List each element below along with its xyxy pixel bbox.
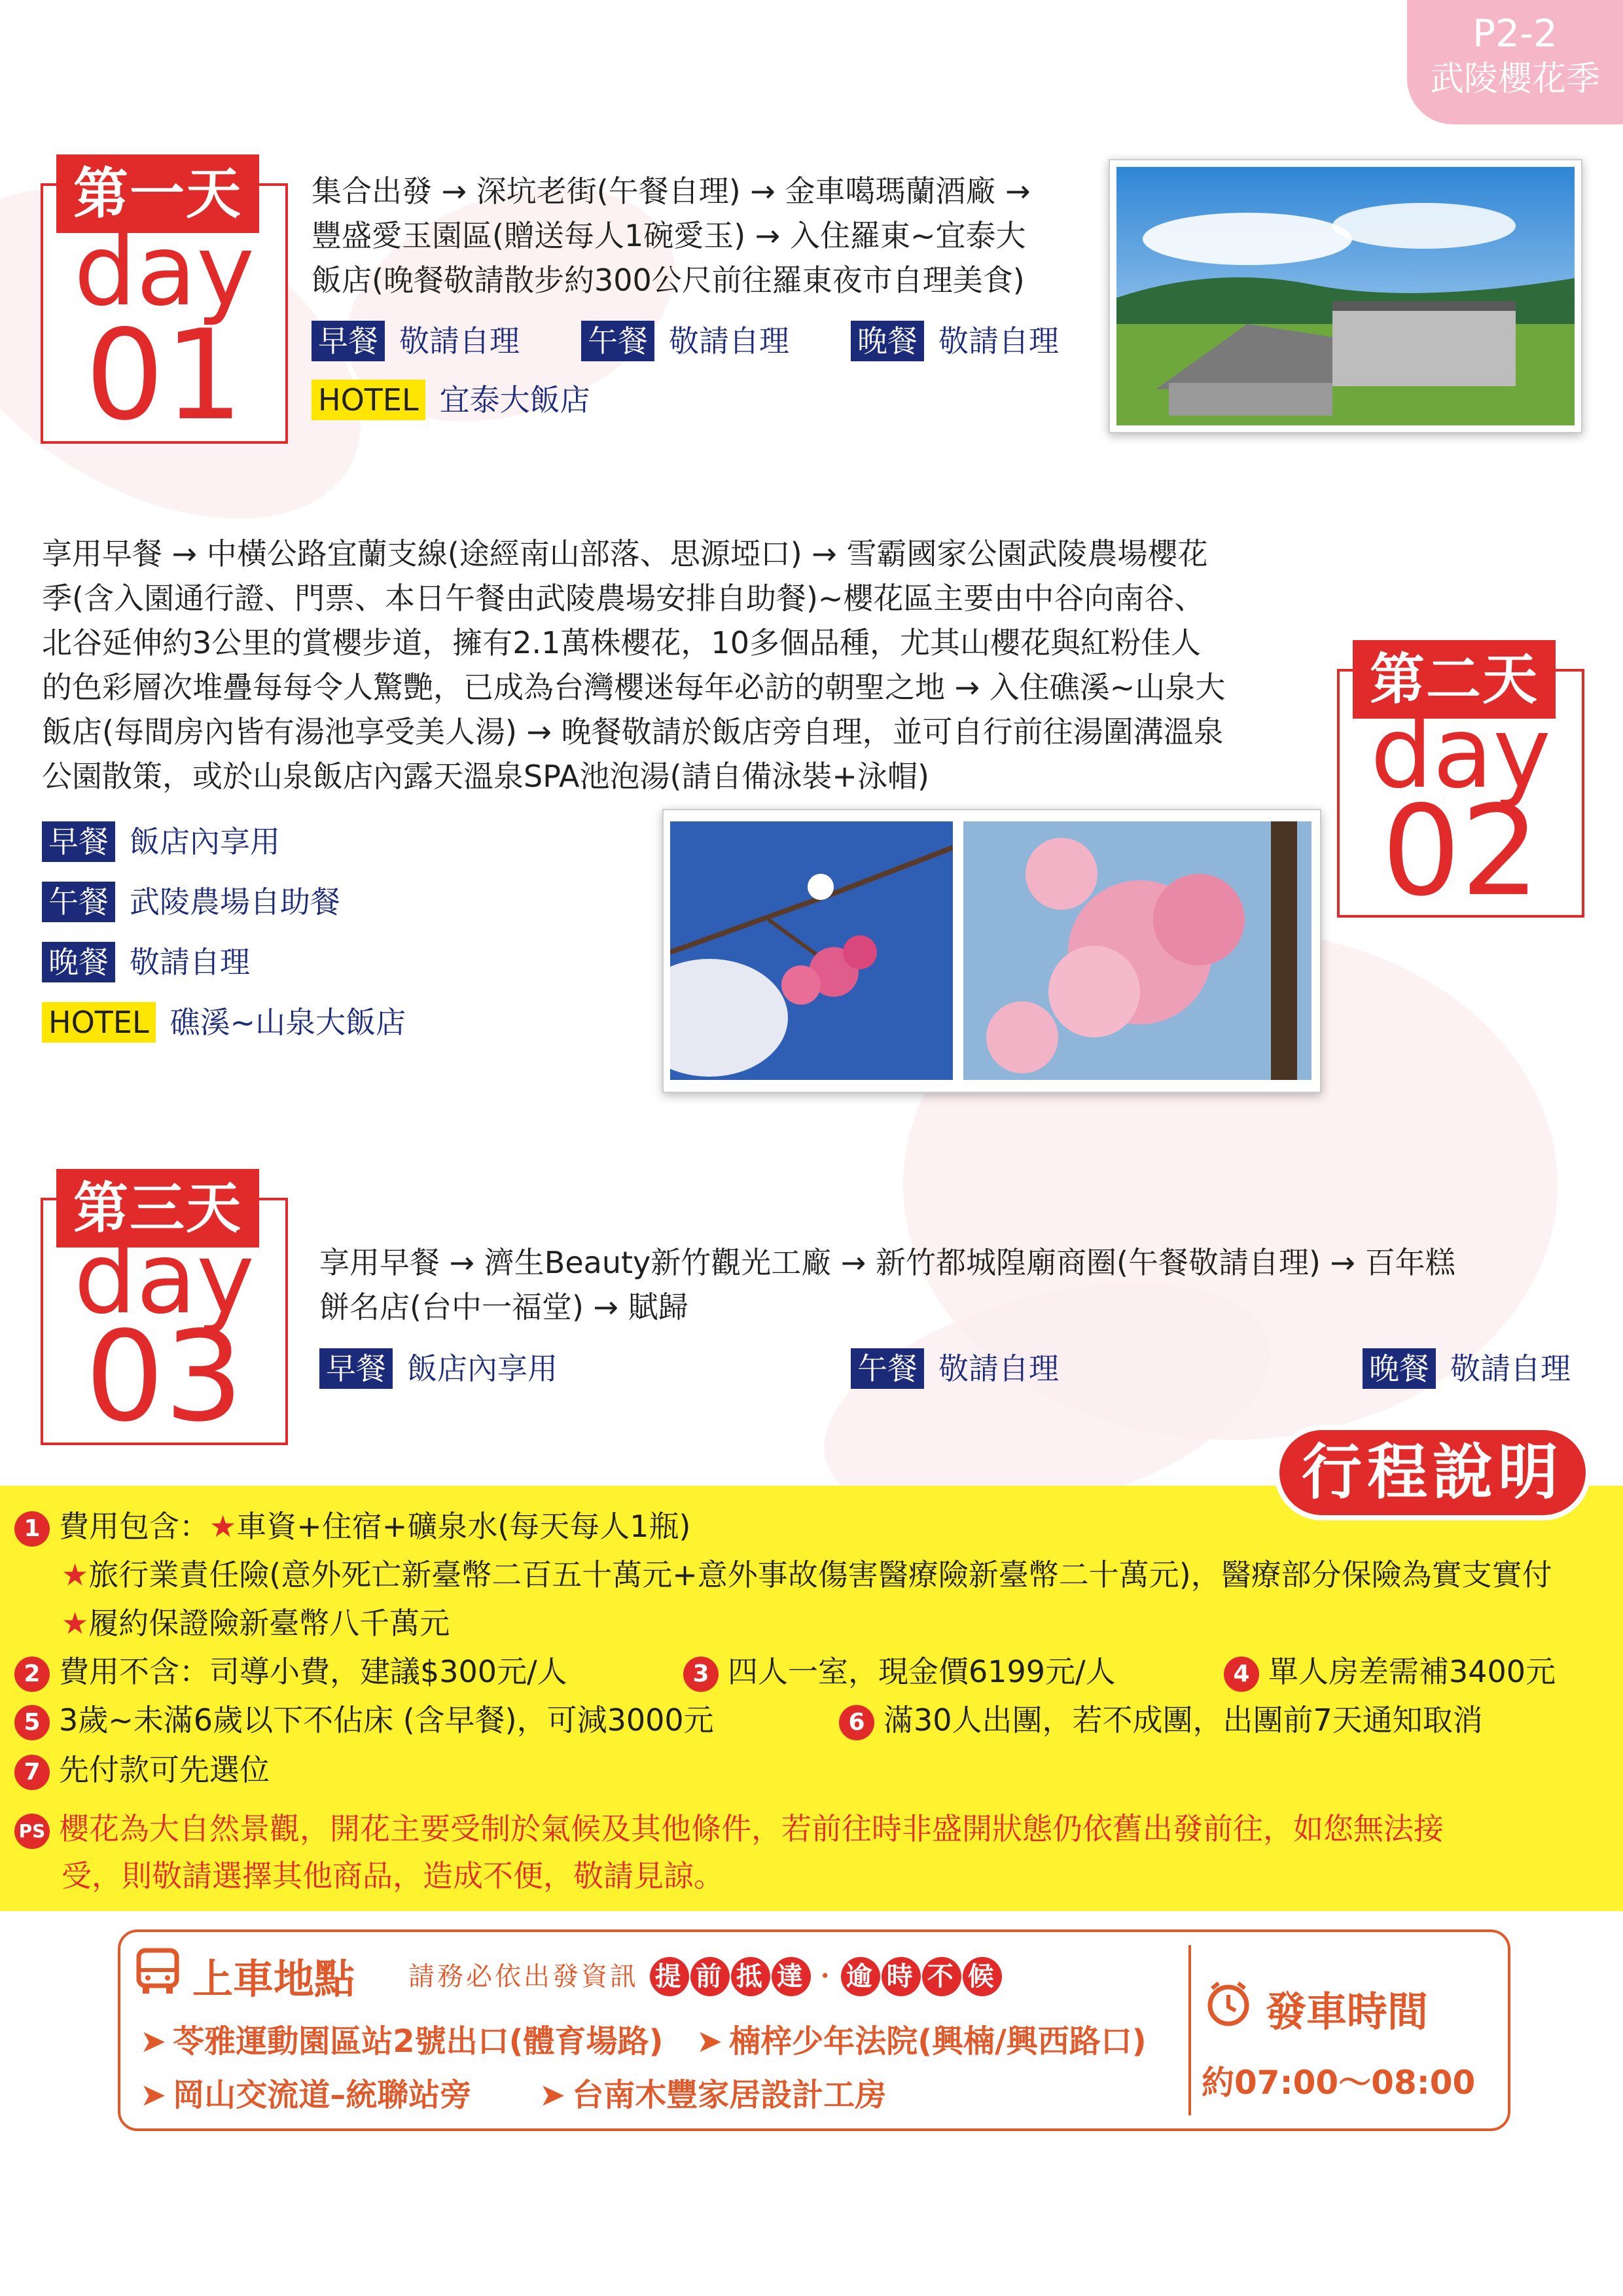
time-value: 07:00～08:00 [1234,2064,1476,2102]
hotel-tag: HOTEL [312,380,425,420]
note-text: 單人房差需補3400元 [1268,1654,1556,1689]
meal-value: 武陵農場自助餐 [130,884,340,920]
meal-tag: 晚餐 [1363,1348,1436,1389]
arrow-right-icon: ➤ [140,2077,167,2113]
note-1-insurance [62,1554,1552,1595]
day3-dinner [1363,1348,1571,1389]
arrow-right-icon: ➤ [539,2077,566,2113]
note-number: 5 [14,1705,50,1740]
note-5 [14,1700,714,1740]
trip-notes-title: 行程說明 [1279,1430,1586,1515]
meal-tag: 午餐 [42,882,115,922]
day1-tab: 第一天 [56,154,259,233]
boarding-title: 上車地點 [192,1955,355,2003]
boarding-stop [696,2016,1147,2061]
day1-itinerary [312,169,1097,302]
boarding-stop [140,2016,664,2061]
day2-lunch [42,882,340,922]
day3-breakfast [319,1348,558,1389]
meal-tag: 午餐 [851,1348,924,1389]
day1-badge [41,162,288,448]
divider [1188,1945,1191,2115]
note-text: 費用不含：司導小費，建議$300元/人 [59,1654,567,1689]
arrow-right-icon: ➤ [140,2023,167,2060]
boarding-info [118,1929,1510,2131]
note-text: 四人一室，現金價6199元/人 [728,1654,1116,1689]
note-text: 車資+住宿+礦泉水(每天每人1瓶) [236,1509,691,1544]
meal-tag: 早餐 [312,321,385,361]
page-subtitle: 武陵櫻花季 [1429,60,1600,99]
note-number: 3 [683,1657,719,1692]
itinerary-line: 集合出發 → 深坑老街(午餐自理) → 金車噶瑪蘭酒廠 → [312,173,1031,209]
note-bubble: 候 [963,1957,1002,1996]
day2-dinner [42,942,250,982]
clock-icon [1204,1979,1253,2028]
day1-word: day [74,214,255,328]
day1-lunch [581,321,789,361]
meal-tag: 晚餐 [42,942,115,982]
bus-icon [135,1948,181,1996]
note-label: 費用包含： [59,1509,209,1544]
meal-value: 敬請自理 [130,944,250,980]
hotel-landscape-image [1116,167,1575,425]
ps-text: 受，則敬請選擇其他商品，造成不便，敬請見諒。 [62,1858,724,1893]
stop-name: 楠梓少年法院(興楠/興西路口) [729,2023,1147,2060]
note-bubble: 抵 [731,1957,770,1996]
meal-tag: 午餐 [581,321,654,361]
stop-name: 台南木豐家居設計工房 [572,2077,887,2113]
meal-tag: 晚餐 [851,321,924,361]
meal-value: 敬請自理 [938,323,1059,359]
day2-itinerary [42,531,1325,798]
star-icon: ★ [209,1509,237,1544]
note-3 [683,1651,1116,1692]
note-bubble: 時 [882,1957,921,1996]
itinerary-line: 享用早餐 → 濟生Beauty新竹觀光工廠 → 新竹都城隍廟商圈(午餐敬請自理) → 百年糕 [319,1245,1455,1280]
note-number: 6 [839,1705,874,1740]
note-text: 先付款可先選位 [59,1752,270,1787]
meal-tag: 早餐 [42,821,115,862]
note-number: 1 [14,1511,50,1547]
meal-value: 敬請自理 [938,1351,1059,1386]
note-number: 4 [1224,1657,1259,1692]
hotel-photo [1109,159,1582,433]
cherry-blossom-photos [662,809,1321,1093]
day2-badge [1337,647,1584,924]
hotel-value: 礁溪~山泉大飯店 [169,1005,406,1040]
ps-badge: PS [14,1814,50,1849]
day1-hotel [312,380,590,420]
stop-name: 岡山交流道–統聯站旁 [173,2077,472,2113]
note-text: 履約保證險新臺幣八千萬元 [88,1605,450,1641]
note-text: 3歲~未滿6歲以下不佔床 (含早餐)，可減3000元 [59,1702,714,1738]
boarding-note: 請務必依出發資訊 提 前 抵 達 ・ 逾 時 不 候 [408,1956,1003,1996]
day2-hotel [42,1002,406,1043]
day3-number: 03 [85,1304,243,1449]
note-ps-cont [62,1856,724,1896]
day3-itinerary [319,1240,1589,1329]
star-icon: ★ [62,1557,89,1592]
note-bubble: 不 [922,1957,961,1996]
day3-lunch [851,1348,1059,1389]
ps-text: 櫻花為大自然景觀，開花主要受制於氣候及其他條件，若前往時非盛開狀態仍依舊出發前往，如您無法接 [59,1811,1444,1846]
meal-value: 敬請自理 [399,323,520,359]
hotel-value: 宜泰大飯店 [439,382,590,418]
day1-breakfast [312,321,520,361]
meal-value: 敬請自理 [669,323,789,359]
day3-badge [41,1176,288,1449]
departure-time-title: 發車時間 [1266,1988,1429,2036]
page-code: P2-2 [1472,11,1558,56]
note-1 [14,1506,691,1547]
arrow-right-icon: ➤ [696,2023,723,2060]
stop-name: 苓雅運動園區站2號出口(體育場路) [173,2023,664,2060]
itinerary-line: 季(含入園通行證、門票、本日午餐由武陵農場安排自助餐)~櫻花區主要由中谷向南谷、 [42,581,1205,616]
time-prefix: 約 [1202,2064,1234,2102]
meal-tag: 早餐 [319,1348,393,1389]
meal-value: 飯店內享用 [130,824,280,859]
meal-value: 敬請自理 [1450,1351,1571,1386]
note-bubble: 逾 [841,1957,880,1996]
note-bubble: 達 [772,1957,811,1996]
note-6 [839,1700,1483,1740]
itinerary-line: 飯店(每間房內皆有湯池享受美人湯) → 晚餐敬請於飯店旁自理，並可自行前往湯圍溝溫泉 [42,714,1224,749]
note-ps [14,1808,1444,1849]
day1-dinner [851,321,1059,361]
note-text: 旅行業責任險(意外死亡新臺幣二百五十萬元+意外事故傷害醫療險新臺幣二十萬元)，醫療部分保險為實支實付 [88,1557,1552,1592]
itinerary-line: 豐盛愛玉園區(贈送每人1碗愛玉) → 入住羅東~宜泰大 [312,218,1026,253]
note-text: 滿30人出團，若不成團，出團前7天通知取消 [883,1702,1483,1738]
cherry-blossom-image-right [963,821,1311,1080]
note-7 [14,1749,270,1790]
itinerary-line: 北谷延伸約3公里的賞櫻步道，擁有2.1萬株櫻花，10多個品種，尤其山櫻花與紅粉佳人 [42,625,1201,660]
itinerary-line: 享用早餐 → 中橫公路宜蘭支線(途經南山部落、思源埡口) → 雪霸國家公園武陵農場櫻花 [42,536,1208,571]
note-1-guarantee [62,1603,450,1643]
day2-number: 02 [1382,779,1540,924]
note-4 [1224,1651,1556,1692]
star-icon: ★ [62,1605,89,1641]
cherry-blossom-image-left [670,821,953,1080]
day2-breakfast [42,821,280,862]
note-bubble: 提 [650,1957,689,1996]
day2-word: day [1370,696,1551,810]
itinerary-line: 飯店(晚餐敬請散步約300公尺前往羅東夜市自理美食) [312,262,1025,298]
departure-time [1202,2056,1475,2104]
day3-word: day [74,1222,255,1336]
itinerary-line: 餅名店(台中一福堂) → 賦歸 [319,1289,688,1325]
page-tag [1407,0,1623,124]
note-2 [14,1651,567,1692]
note-number: 2 [14,1657,50,1692]
boarding-note-text: 請務必依出發資訊 [408,1962,639,1992]
boarding-stop [140,2070,471,2115]
meal-value: 飯店內享用 [407,1351,558,1386]
day2-tab: 第二天 [1353,640,1556,719]
itinerary-line: 的色彩層次堆疊每每令人驚艷，已成為台灣櫻迷每年必訪的朝聖之地 → 入住礁溪~山泉大 [42,670,1226,705]
note-bubble: 前 [690,1957,730,1996]
day3-tab: 第三天 [56,1169,259,1247]
boarding-stop [539,2070,886,2115]
hotel-tag: HOTEL [42,1002,156,1043]
note-number: 7 [14,1755,50,1790]
itinerary-line: 公園散策，或於山泉飯店內露天溫泉SPA池泡湯(請自備泳裝+泳帽) [42,759,929,794]
day1-number: 01 [85,303,243,448]
